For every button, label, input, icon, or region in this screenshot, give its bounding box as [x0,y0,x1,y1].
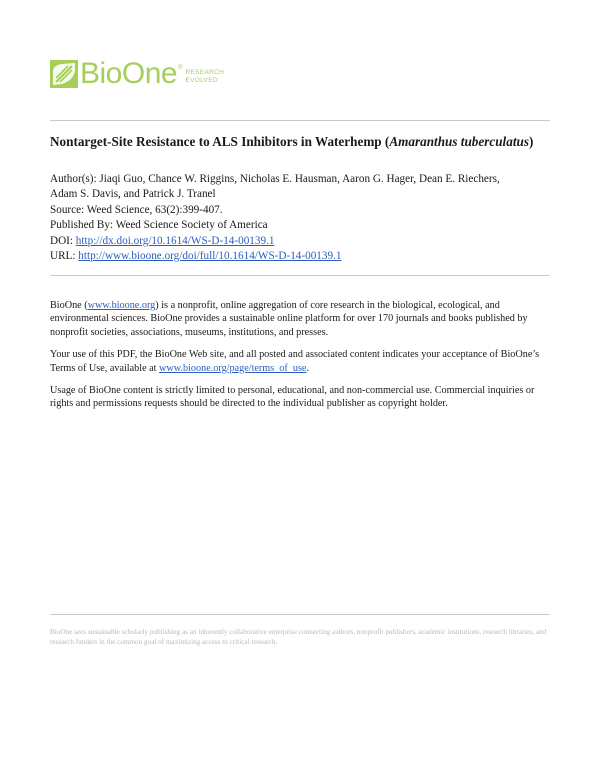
bioone-leaf-icon [50,60,78,88]
url-label: URL: [50,250,79,263]
notice-paragraph-terms [50,348,550,375]
publisher-line: Published By: Weed Science Society of America [50,219,268,232]
title-species: Amaranthus tuberculatus [389,134,529,149]
middle-divider [50,275,550,276]
logo-tagline-line-1: RESEARCH [185,69,225,76]
about-text-end: ) is a nonprofit, online aggregation of core research in the biological, ecological, and environmental sciences. BioOne provides a sustainable online platform for over 170 journals and books published by nonprofit societies, associations, museums, institutions, and presses. [50,300,528,338]
doi-label: DOI: [50,234,76,247]
article-title [50,133,545,151]
logo-tagline-line-2: EVOLVED [185,77,218,84]
logo-tagline [186,69,225,85]
authors-line-1: Author(s): Jiaqi Guo, Chance W. Riggins, Nicholas E. Hausman, Aaron G. Hager, Dean E. Riechers, [50,173,500,185]
terms-of-use-link[interactable]: www.bioone.org/page/terms_of_use [159,362,307,374]
authors-line-2: Adam S. Davis, and Patrick J. Tranel [50,188,216,201]
url-link[interactable]: http://www.bioone.org/doi/full/10.1614/WS-D-14-00139.1 [78,250,342,263]
bioone-logo [50,56,224,88]
footer-divider [50,614,550,615]
terms-text-end: . [306,362,309,374]
logo-registered-mark: ® [178,65,183,71]
notice-paragraph-about [50,299,550,339]
title-main: Nontarget-Site Resistance to ALS Inhibitors in Waterhemp ( [50,134,390,149]
doi-link[interactable]: http://dx.doi.org/10.1614/WS-D-14-00139.1 [75,234,275,247]
title-end: ) [528,134,534,149]
about-text-start: BioOne ( [50,300,88,311]
notice-paragraph-usage: Usage of BioOne content is strictly limited to personal, educational, and non-commercial use. Commercial inquiries or rights and permissions requests should be directed to the individual publisher as copyright holder. [50,385,535,410]
logo-wordmark: BioOne [80,57,178,90]
url-line [50,249,550,264]
terms-text-start: Your use of this PDF, the BioOne Web site, and all posted and associated content indicates your acceptance of BioOne’s Terms of Use, available at [50,349,540,374]
top-divider [50,120,550,121]
article-metadata [50,172,550,264]
bioone-home-link[interactable]: www.bioone.org [87,300,156,311]
footer-statement: BioOne sees sustainable scholarly publishing as an inherently collaborative enterprise connecting authors, nonprofit publishers, academic institutions, research libraries, and research funders in the common goal of maximizing access to critical research. [50,628,547,646]
bioone-notice [50,299,550,420]
source-line: Source: Weed Science, 63(2):399-407. [50,203,223,216]
doi-line [50,234,550,249]
